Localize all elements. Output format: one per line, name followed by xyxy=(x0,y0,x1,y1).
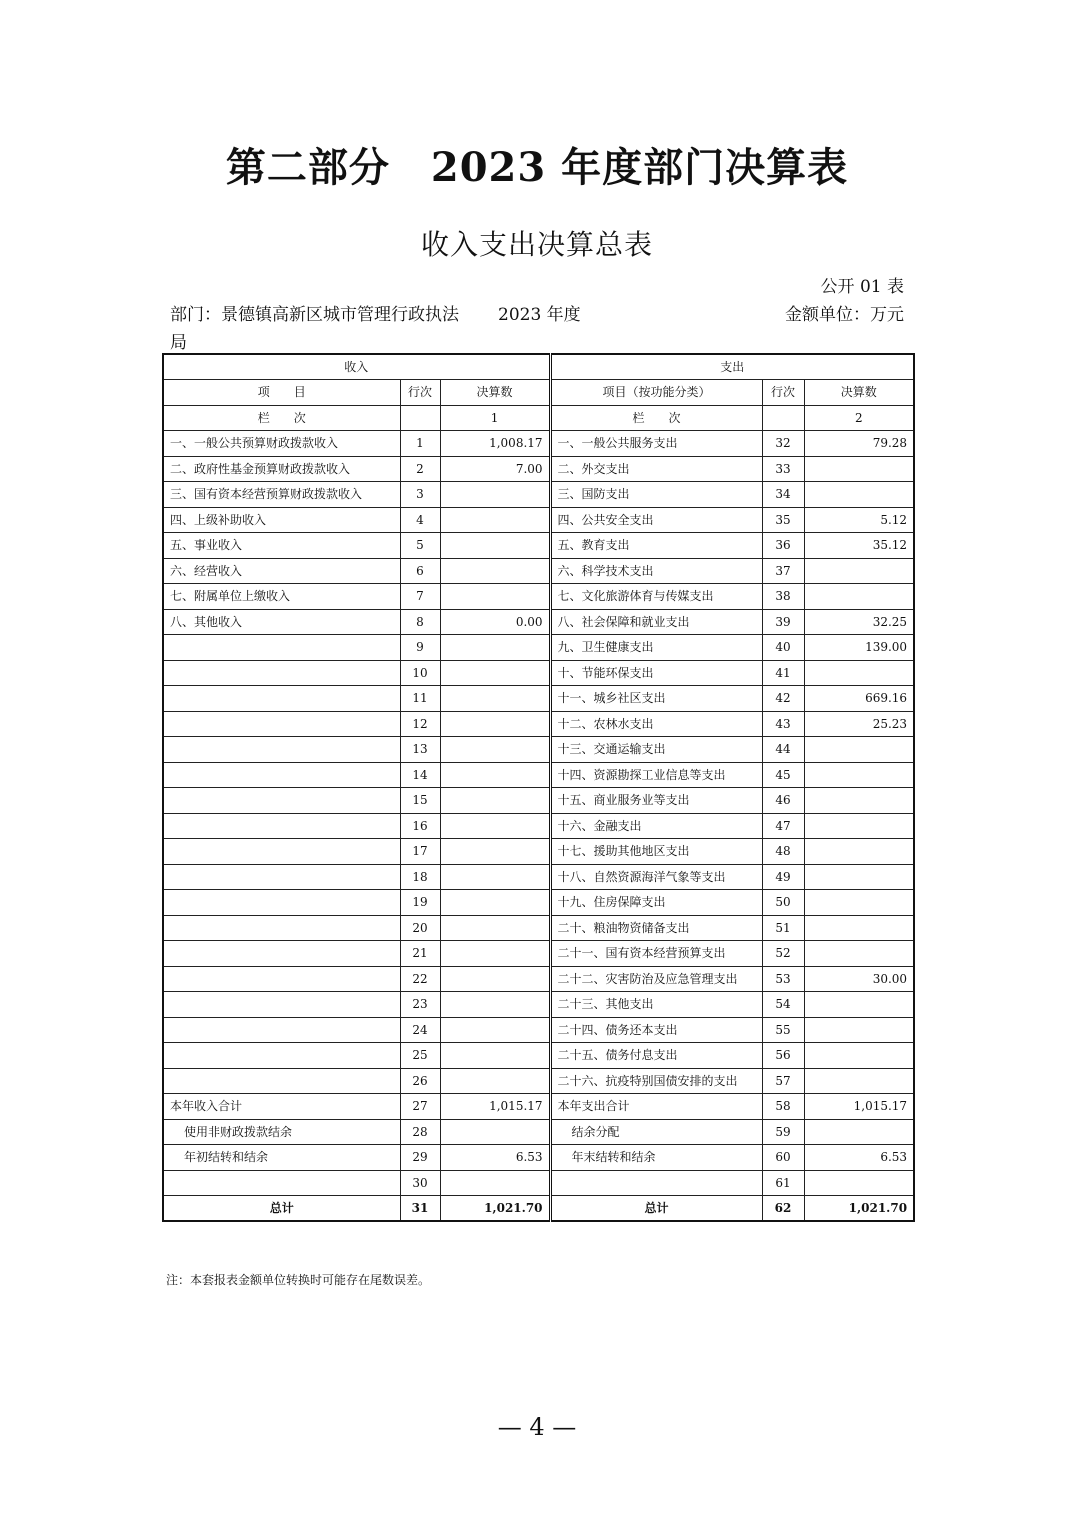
expense-row-no-cell: 62 xyxy=(762,1196,804,1222)
expense-row-no-cell: 60 xyxy=(762,1145,804,1171)
income-amount-cell: 1,008.17 xyxy=(440,431,550,457)
income-amount-cell: 7.00 xyxy=(440,456,550,482)
expense-item-cell: 四、公共安全支出 xyxy=(550,507,762,533)
income-amount-cell xyxy=(440,1170,550,1196)
table-row xyxy=(163,890,914,916)
income-row-no-cell: 10 xyxy=(400,660,440,686)
income-item-header: 项 目 xyxy=(163,380,400,406)
income-amount-cell xyxy=(440,966,550,992)
income-row-no-cell: 21 xyxy=(400,941,440,967)
expense-row-no-cell: 42 xyxy=(762,686,804,712)
table-row xyxy=(163,813,914,839)
expense-row-no-cell: 59 xyxy=(762,1119,804,1145)
expense-amount-cell: 669.16 xyxy=(804,686,914,712)
expense-amount-header: 决算数 xyxy=(804,380,914,406)
page-number: — 4 — xyxy=(497,1413,577,1441)
expense-row-no-cell: 47 xyxy=(762,813,804,839)
income-column-label: 栏 次 xyxy=(163,405,400,431)
income-row-no-cell: 12 xyxy=(400,711,440,737)
expense-row-no-cell: 51 xyxy=(762,915,804,941)
table-row xyxy=(163,992,914,1018)
expense-item-cell: 十四、资源勘探工业信息等支出 xyxy=(550,762,762,788)
department-label: 部门：景德镇高新区城市管理行政执法局 xyxy=(170,305,459,353)
table-row xyxy=(163,966,914,992)
table-row xyxy=(163,686,914,712)
income-item-cell xyxy=(163,813,400,839)
expense-row-no-cell: 33 xyxy=(762,456,804,482)
expense-row-no-cell: 37 xyxy=(762,558,804,584)
expense-row-no-cell: 50 xyxy=(762,890,804,916)
income-amount-cell: 1,015.17 xyxy=(440,1094,550,1120)
income-row-no-cell: 8 xyxy=(400,609,440,635)
expense-item-cell: 十六、金融支出 xyxy=(550,813,762,839)
table-row xyxy=(163,1170,914,1196)
expense-row-no-cell: 56 xyxy=(762,1043,804,1069)
expense-item-cell xyxy=(550,1170,762,1196)
expense-item-cell: 二十、粮油物资储备支出 xyxy=(550,915,762,941)
table-row xyxy=(163,507,914,533)
expense-item-cell: 十一、城乡社区支出 xyxy=(550,686,762,712)
expense-item-cell: 二、外交支出 xyxy=(550,456,762,482)
expense-row-no-cell: 36 xyxy=(762,533,804,559)
income-row-no-header: 行次 xyxy=(400,380,440,406)
income-amount-cell: 0.00 xyxy=(440,609,550,635)
income-row-no-cell: 9 xyxy=(400,635,440,661)
income-item-cell xyxy=(163,1017,400,1043)
income-row-no-cell: 25 xyxy=(400,1043,440,1069)
income-row-no-cell: 4 xyxy=(400,507,440,533)
expense-amount-cell: 139.00 xyxy=(804,635,914,661)
income-item-cell xyxy=(163,941,400,967)
table-row xyxy=(163,1068,914,1094)
table-row xyxy=(163,533,914,559)
table-title: 收入支出决算总表 xyxy=(420,228,653,261)
expense-item-cell: 六、科学技术支出 xyxy=(550,558,762,584)
table-row xyxy=(163,915,914,941)
expense-amount-cell: 5.12 xyxy=(804,507,914,533)
expense-row-no-cell: 45 xyxy=(762,762,804,788)
expense-item-cell: 八、社会保障和就业支出 xyxy=(550,609,762,635)
income-amount-cell xyxy=(440,890,550,916)
expense-item-cell: 二十四、债务还本支出 xyxy=(550,1017,762,1043)
table-number: 公开 01 表 xyxy=(820,277,904,297)
expense-amount-cell xyxy=(804,558,914,584)
income-item-cell xyxy=(163,788,400,814)
income-amount-cell xyxy=(440,737,550,763)
expense-item-cell: 二十一、国有资本经营预算支出 xyxy=(550,941,762,967)
income-row-no-cell: 29 xyxy=(400,1145,440,1171)
expense-item-cell: 七、文化旅游体育与传媒支出 xyxy=(550,584,762,610)
expense-header: 支出 xyxy=(550,354,914,380)
table-row xyxy=(163,1043,914,1069)
expense-item-cell: 本年支出合计 xyxy=(550,1094,762,1120)
income-row-no-cell: 7 xyxy=(400,584,440,610)
fiscal-year: 2023 年度 xyxy=(498,305,581,325)
footnote: 注：本套报表金额单位转换时可能存在尾数误差。 xyxy=(166,1273,431,1287)
expense-row-no-cell: 48 xyxy=(762,839,804,865)
expense-row-no-cell: 54 xyxy=(762,992,804,1018)
table-row xyxy=(163,1017,914,1043)
income-item-cell xyxy=(163,864,400,890)
expense-item-cell: 二十二、灾害防治及应急管理支出 xyxy=(550,966,762,992)
expense-amount-cell: 32.25 xyxy=(804,609,914,635)
total-row xyxy=(163,1196,914,1222)
income-amount-cell: 6.53 xyxy=(440,1145,550,1171)
income-item-cell xyxy=(163,1068,400,1094)
income-amount-cell xyxy=(440,992,550,1018)
expense-amount-cell xyxy=(804,992,914,1018)
income-expense-table xyxy=(162,353,915,1222)
expense-amount-cell xyxy=(804,915,914,941)
income-amount-cell xyxy=(440,1017,550,1043)
income-item-cell: 总计 xyxy=(163,1196,400,1222)
table-row xyxy=(163,788,914,814)
expense-row-no-cell: 49 xyxy=(762,864,804,890)
income-item-cell xyxy=(163,1170,400,1196)
table-row xyxy=(163,864,914,890)
income-item-cell xyxy=(163,660,400,686)
income-item-cell: 二、政府性基金预算财政拨款收入 xyxy=(163,456,400,482)
income-amount-cell xyxy=(440,788,550,814)
expense-column-blank xyxy=(762,405,804,431)
expense-amount-cell xyxy=(804,1017,914,1043)
expense-item-cell: 十九、住房保障支出 xyxy=(550,890,762,916)
expense-item-cell: 二十三、其他支出 xyxy=(550,992,762,1018)
income-row-no-cell: 23 xyxy=(400,992,440,1018)
income-amount-cell xyxy=(440,915,550,941)
income-amount-cell xyxy=(440,635,550,661)
income-amount-cell xyxy=(440,482,550,508)
expense-item-cell: 十二、农林水支出 xyxy=(550,711,762,737)
expense-column-number: 2 xyxy=(804,405,914,431)
expense-amount-cell xyxy=(804,1043,914,1069)
expense-amount-cell: 79.28 xyxy=(804,431,914,457)
income-item-cell xyxy=(163,711,400,737)
expense-amount-cell: 6.53 xyxy=(804,1145,914,1171)
income-item-cell xyxy=(163,966,400,992)
income-row-no-cell: 27 xyxy=(400,1094,440,1120)
expense-amount-cell xyxy=(804,1170,914,1196)
income-amount-header: 决算数 xyxy=(440,380,550,406)
table-row xyxy=(163,762,914,788)
expense-amount-cell xyxy=(804,890,914,916)
table-row xyxy=(163,711,914,737)
expense-amount-cell xyxy=(804,839,914,865)
expense-row-no-cell: 61 xyxy=(762,1170,804,1196)
income-header: 收入 xyxy=(163,354,550,380)
income-row-no-cell: 15 xyxy=(400,788,440,814)
expense-amount-cell: 1,015.17 xyxy=(804,1094,914,1120)
income-row-no-cell: 13 xyxy=(400,737,440,763)
income-row-no-cell: 2 xyxy=(400,456,440,482)
income-row-no-cell: 19 xyxy=(400,890,440,916)
income-amount-cell xyxy=(440,507,550,533)
table-row xyxy=(163,482,914,508)
expense-row-no-cell: 46 xyxy=(762,788,804,814)
income-row-no-cell: 31 xyxy=(400,1196,440,1222)
amount-unit: 金额单位：万元 xyxy=(785,305,904,325)
expense-amount-cell xyxy=(804,584,914,610)
income-item-cell xyxy=(163,737,400,763)
income-amount-cell xyxy=(440,864,550,890)
expense-item-cell: 五、教育支出 xyxy=(550,533,762,559)
income-amount-cell xyxy=(440,1068,550,1094)
expense-item-cell: 十、节能环保支出 xyxy=(550,660,762,686)
income-item-cell: 使用非财政拨款结余 xyxy=(163,1119,400,1145)
income-row-no-cell: 6 xyxy=(400,558,440,584)
income-column-blank xyxy=(400,405,440,431)
expense-item-cell: 十五、商业服务业等支出 xyxy=(550,788,762,814)
income-item-cell: 六、经营收入 xyxy=(163,558,400,584)
expense-item-cell: 十三、交通运输支出 xyxy=(550,737,762,763)
table-row xyxy=(163,941,914,967)
income-amount-cell xyxy=(440,762,550,788)
income-item-cell: 年初结转和结余 xyxy=(163,1145,400,1171)
income-row-no-cell: 5 xyxy=(400,533,440,559)
income-amount-cell xyxy=(440,558,550,584)
income-item-cell xyxy=(163,1043,400,1069)
income-amount-cell xyxy=(440,660,550,686)
expense-row-no-header: 行次 xyxy=(762,380,804,406)
income-amount-cell xyxy=(440,686,550,712)
expense-row-no-cell: 38 xyxy=(762,584,804,610)
income-row-no-cell: 22 xyxy=(400,966,440,992)
expense-item-cell: 三、国防支出 xyxy=(550,482,762,508)
expense-item-cell: 十七、援助其他地区支出 xyxy=(550,839,762,865)
expense-amount-cell: 30.00 xyxy=(804,966,914,992)
expense-item-cell: 一、一般公共服务支出 xyxy=(550,431,762,457)
income-item-cell xyxy=(163,839,400,865)
expense-amount-cell xyxy=(804,1068,914,1094)
income-row-no-cell: 16 xyxy=(400,813,440,839)
income-item-cell xyxy=(163,762,400,788)
expense-item-cell: 总计 xyxy=(550,1196,762,1222)
income-item-cell xyxy=(163,686,400,712)
expense-item-cell: 二十五、债务付息支出 xyxy=(550,1043,762,1069)
income-row-no-cell: 26 xyxy=(400,1068,440,1094)
expense-amount-cell xyxy=(804,864,914,890)
expense-row-no-cell: 40 xyxy=(762,635,804,661)
table-row xyxy=(163,558,914,584)
income-amount-cell xyxy=(440,533,550,559)
table-row xyxy=(163,1119,914,1145)
expense-amount-cell xyxy=(804,813,914,839)
expense-row-no-cell: 32 xyxy=(762,431,804,457)
expense-item-cell: 九、卫生健康支出 xyxy=(550,635,762,661)
table-row xyxy=(163,660,914,686)
income-amount-cell xyxy=(440,711,550,737)
income-row-no-cell: 18 xyxy=(400,864,440,890)
expense-amount-cell xyxy=(804,941,914,967)
income-item-cell xyxy=(163,992,400,1018)
income-amount-cell xyxy=(440,584,550,610)
expense-amount-cell: 1,021.70 xyxy=(804,1196,914,1222)
table-column-index-row xyxy=(163,405,914,431)
part-title: 第二部分 2023 年度部门决算表 xyxy=(225,144,849,191)
income-item-cell: 七、附属单位上缴收入 xyxy=(163,584,400,610)
income-item-cell: 四、上级补助收入 xyxy=(163,507,400,533)
expense-amount-cell xyxy=(804,1119,914,1145)
expense-item-cell: 年末结转和结余 xyxy=(550,1145,762,1171)
table-row xyxy=(163,1145,914,1171)
expense-row-no-cell: 41 xyxy=(762,660,804,686)
table-row xyxy=(163,635,914,661)
income-item-cell: 一、一般公共预算财政拨款收入 xyxy=(163,431,400,457)
table-row xyxy=(163,609,914,635)
income-amount-cell xyxy=(440,1119,550,1145)
income-amount-cell xyxy=(440,813,550,839)
expense-amount-cell xyxy=(804,762,914,788)
expense-item-cell: 十八、自然资源海洋气象等支出 xyxy=(550,864,762,890)
expense-row-no-cell: 58 xyxy=(762,1094,804,1120)
income-item-cell xyxy=(163,635,400,661)
income-amount-cell xyxy=(440,839,550,865)
income-item-cell: 三、国有资本经营预算财政拨款收入 xyxy=(163,482,400,508)
table-row xyxy=(163,839,914,865)
expense-amount-cell: 25.23 xyxy=(804,711,914,737)
expense-amount-cell xyxy=(804,660,914,686)
expense-row-no-cell: 39 xyxy=(762,609,804,635)
income-row-no-cell: 28 xyxy=(400,1119,440,1145)
expense-amount-cell xyxy=(804,788,914,814)
table-row xyxy=(163,456,914,482)
table-row xyxy=(163,431,914,457)
expense-amount-cell xyxy=(804,456,914,482)
table-row xyxy=(163,1094,914,1120)
table-row xyxy=(163,737,914,763)
income-column-number: 1 xyxy=(440,405,550,431)
income-item-cell: 八、其他收入 xyxy=(163,609,400,635)
expense-item-cell: 结余分配 xyxy=(550,1119,762,1145)
expense-row-no-cell: 34 xyxy=(762,482,804,508)
table-column-header xyxy=(163,380,914,406)
income-row-no-cell: 1 xyxy=(400,431,440,457)
income-row-no-cell: 11 xyxy=(400,686,440,712)
expense-column-label: 栏 次 xyxy=(550,405,762,431)
income-row-no-cell: 3 xyxy=(400,482,440,508)
expense-row-no-cell: 53 xyxy=(762,966,804,992)
income-row-no-cell: 30 xyxy=(400,1170,440,1196)
income-amount-cell xyxy=(440,1043,550,1069)
income-row-no-cell: 24 xyxy=(400,1017,440,1043)
expense-amount-cell xyxy=(804,737,914,763)
expense-amount-cell: 35.12 xyxy=(804,533,914,559)
expense-row-no-cell: 57 xyxy=(762,1068,804,1094)
income-row-no-cell: 20 xyxy=(400,915,440,941)
expense-row-no-cell: 43 xyxy=(762,711,804,737)
income-item-cell: 五、事业收入 xyxy=(163,533,400,559)
table-row xyxy=(163,584,914,610)
expense-row-no-cell: 44 xyxy=(762,737,804,763)
income-row-no-cell: 17 xyxy=(400,839,440,865)
income-amount-cell: 1,021.70 xyxy=(440,1196,550,1222)
income-item-cell xyxy=(163,915,400,941)
table-header-group xyxy=(163,354,914,380)
income-amount-cell xyxy=(440,941,550,967)
income-item-cell xyxy=(163,890,400,916)
expense-row-no-cell: 35 xyxy=(762,507,804,533)
expense-item-cell: 二十六、抗疫特别国债安排的支出 xyxy=(550,1068,762,1094)
expense-item-header: 项目（按功能分类） xyxy=(550,380,762,406)
income-item-cell: 本年收入合计 xyxy=(163,1094,400,1120)
income-row-no-cell: 14 xyxy=(400,762,440,788)
expense-amount-cell xyxy=(804,482,914,508)
expense-row-no-cell: 52 xyxy=(762,941,804,967)
expense-row-no-cell: 55 xyxy=(762,1017,804,1043)
